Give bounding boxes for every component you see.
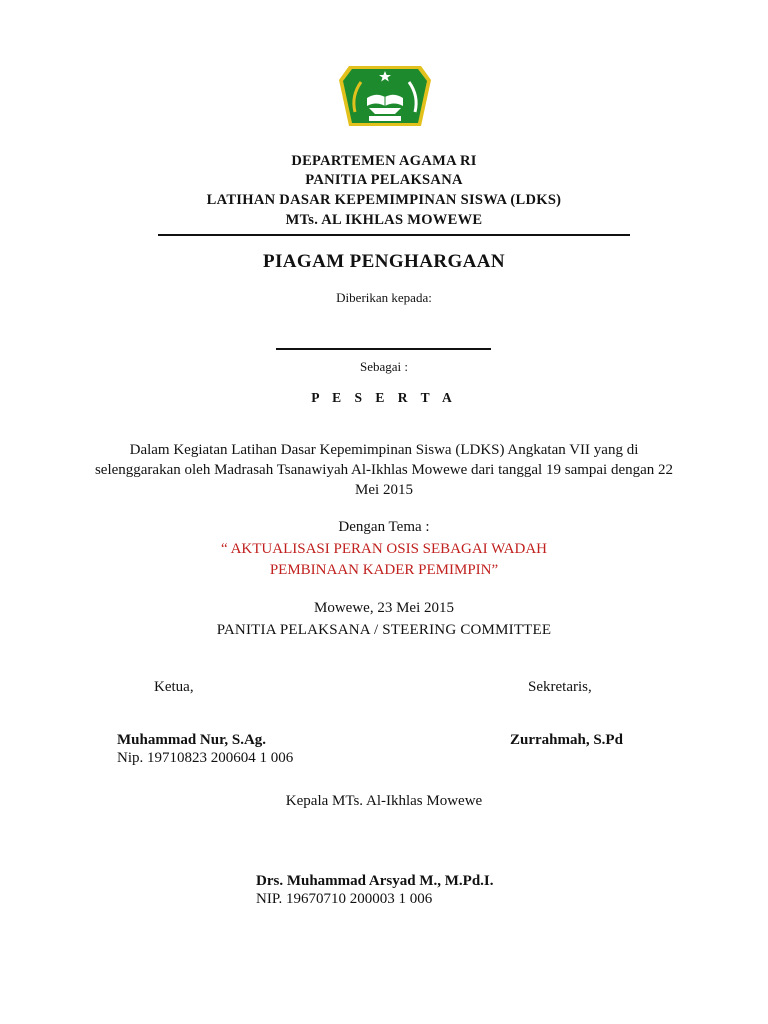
header-department: DEPARTEMEN AGAMA RI [291, 153, 477, 169]
kemenag-emblem-icon [339, 64, 431, 128]
header-divider [158, 234, 630, 236]
chair-name: Muhammad Nur, S.Ag. [117, 732, 267, 748]
committee-label: PANITIA PELAKSANA / STEERING COMMITTEE [216, 622, 552, 638]
event-description: Dalam Kegiatan Latihan Dasar Kepemimpinan Siswa (LDKS) Angkatan VII yang di selenggarakan oleh Madrasah Tsanawiyah Al-Ikhlas Mowewe dari tanggal 19 sampai dengan 22 Mei 2015 [94, 442, 674, 498]
secretary-label: Sekretaris, [528, 679, 592, 695]
theme-label: Dengan Tema : [338, 519, 430, 535]
chair-label: Ketua, [154, 679, 194, 695]
given-to-label: Diberikan kepada: [336, 290, 432, 305]
recipient-name-line [276, 348, 491, 350]
certificate-title: PIAGAM PENGHARGAAN [262, 251, 506, 272]
role-label: P E S E R T A [311, 390, 457, 405]
principal-nip: NIP. 19670710 200003 1 006 [256, 891, 433, 907]
principal-name: Drs. Muhammad Arsyad M., M.Pd.I. [256, 873, 494, 889]
secretary-name: Zurrahmah, S.Pd [510, 732, 623, 748]
header-event: LATIHAN DASAR KEPEMIMPINAN SISWA (LDKS) [206, 192, 562, 208]
place-date: Mowewe, 23 Mei 2015 [314, 600, 454, 616]
principal-title: Kepala MTs. Al-Ikhlas Mowewe [285, 793, 483, 809]
chair-nip: Nip. 19710823 200604 1 006 [117, 750, 294, 766]
header-committee: PANITIA PELAKSANA [305, 172, 463, 188]
theme-line-2: PEMBINAAN KADER PEMIMPIN” [269, 562, 499, 578]
header-school: MTs. AL IKHLAS MOWEWE [285, 212, 483, 228]
as-label: Sebagai : [359, 359, 408, 374]
theme-line-1: “ AKTUALISASI PERAN OSIS SEBAGAI WADAH [221, 541, 547, 557]
